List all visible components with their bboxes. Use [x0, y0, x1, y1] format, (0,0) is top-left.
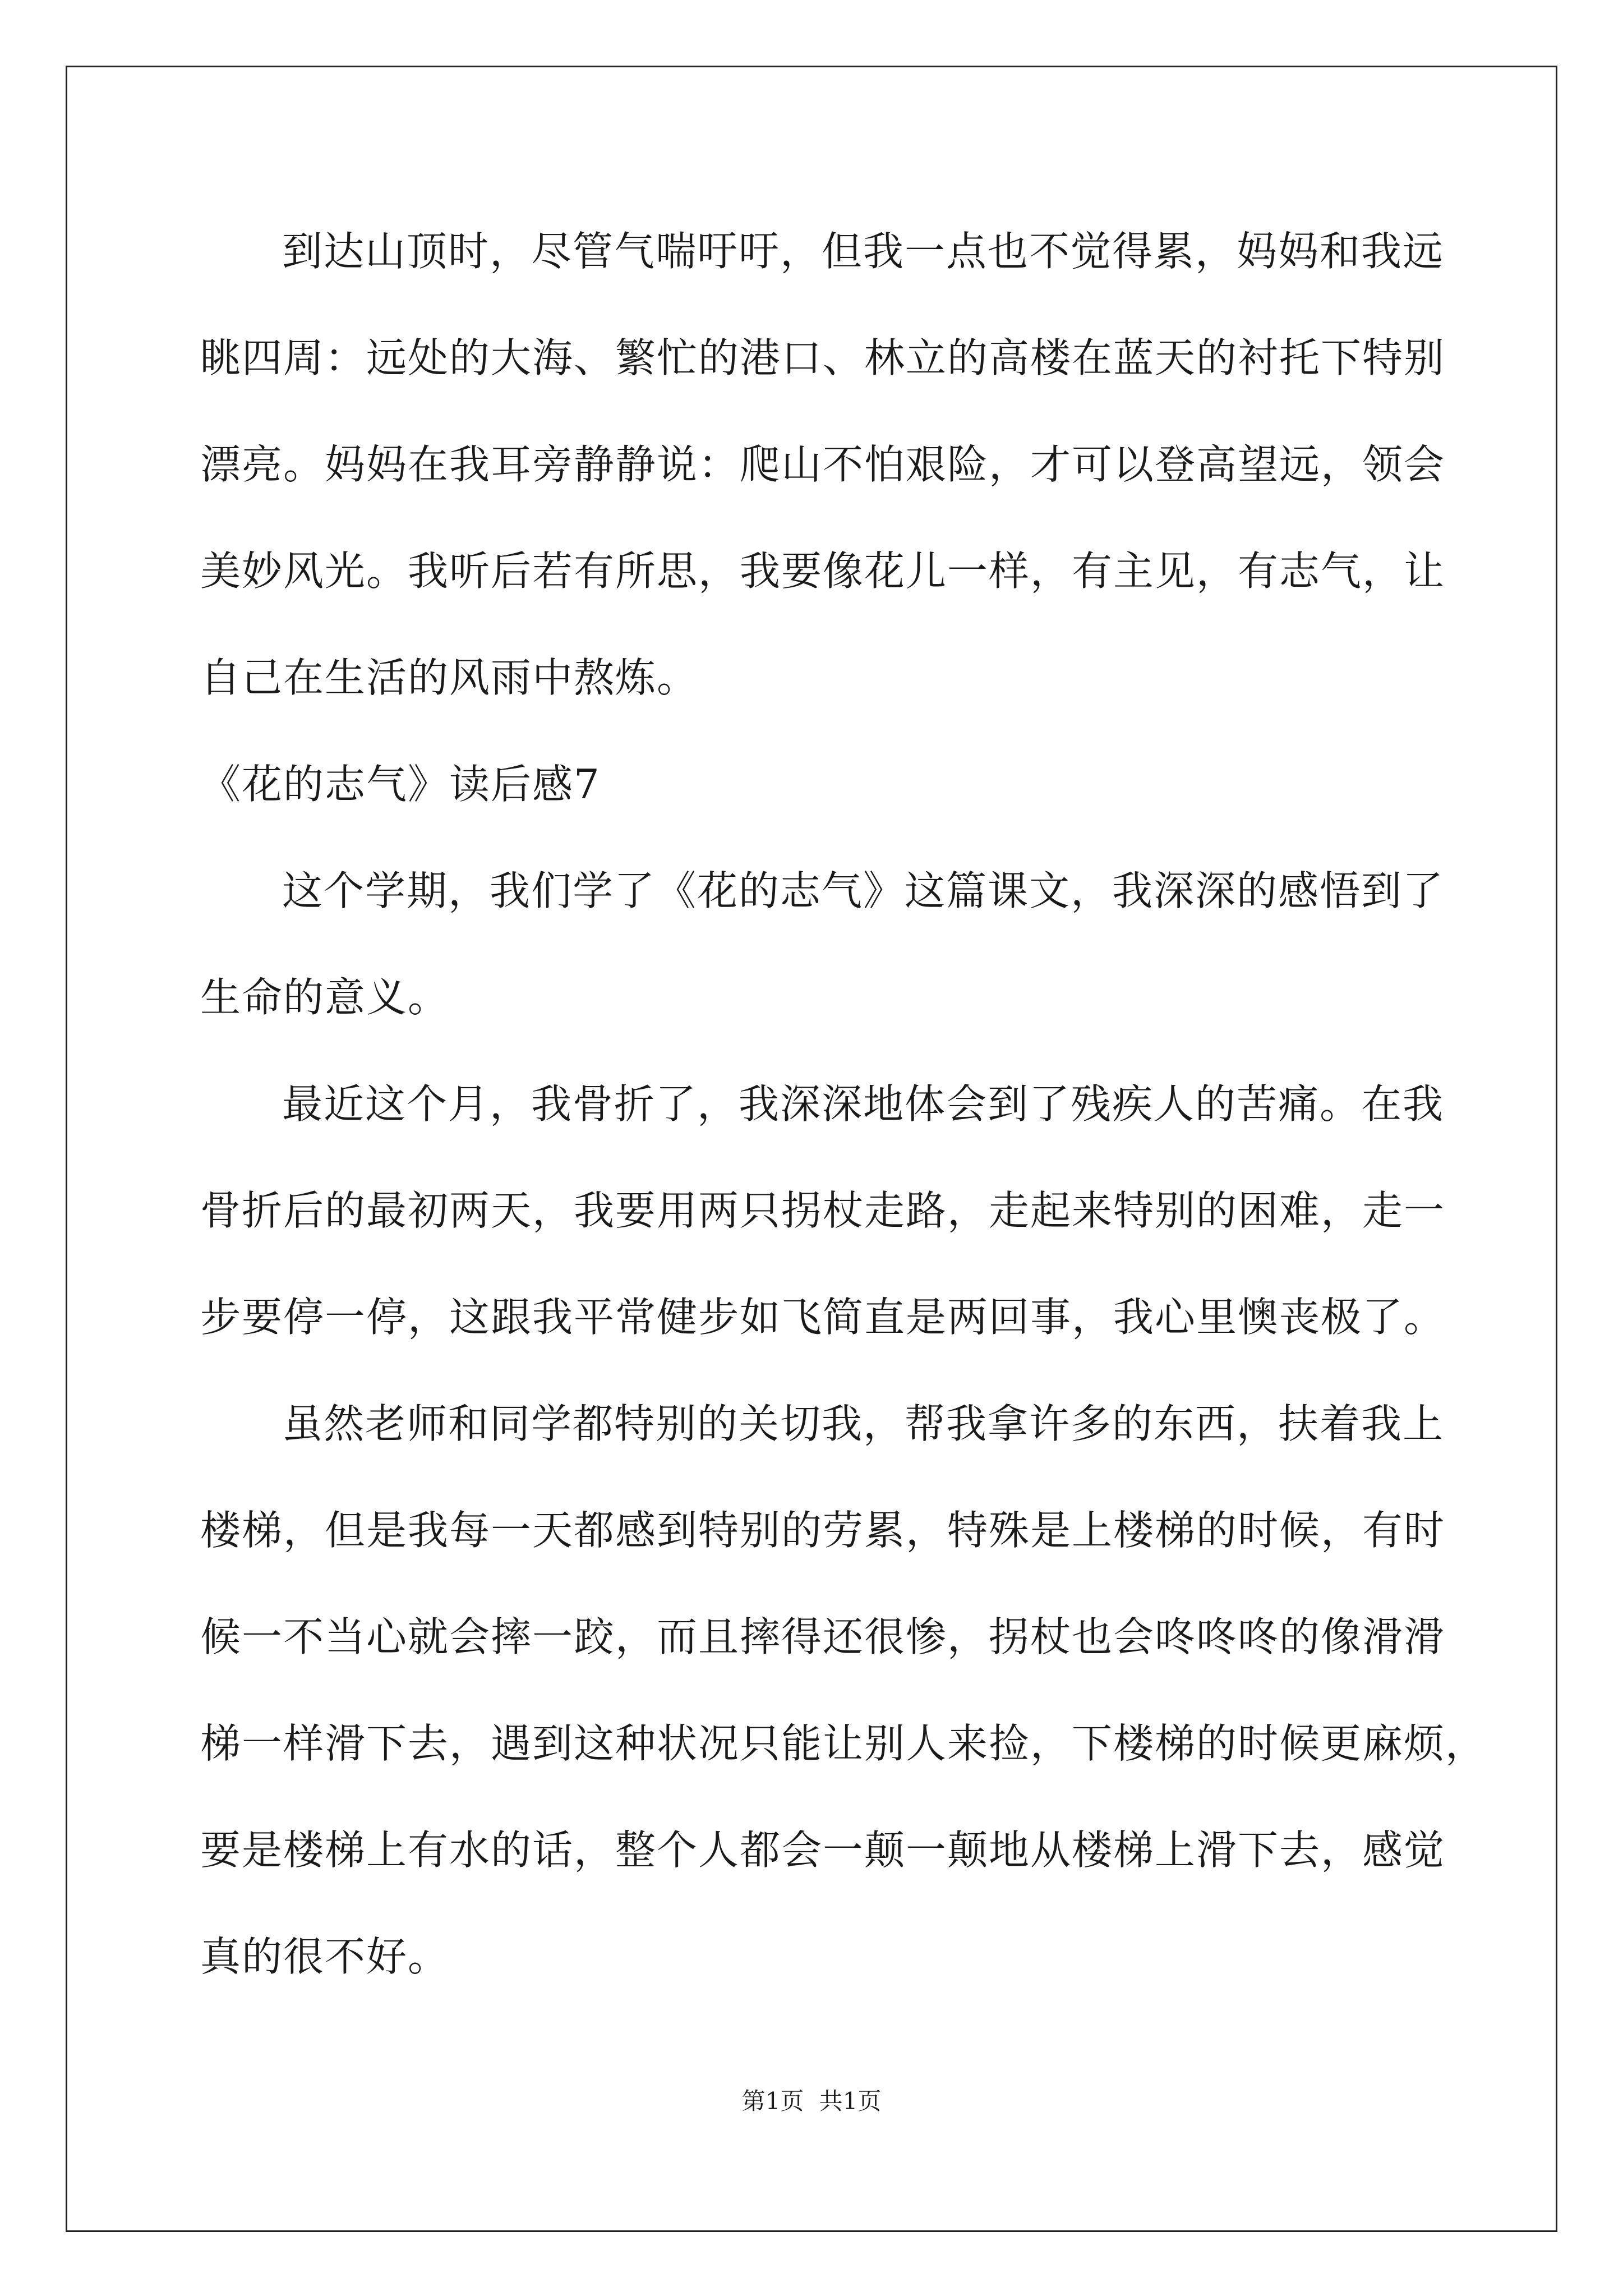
text-line: 漂亮。妈妈在我耳旁静静说：爬山不怕艰险，才可以登高望远，领会	[200, 441, 1446, 488]
text-line: 生命的意义。	[200, 974, 450, 1021]
text-line: 步要停一停，这跟我平常健步如飞简直是两回事，我心里懊丧极了。	[200, 1294, 1446, 1341]
page-border	[66, 66, 1557, 2232]
section-heading: 《花的志气》读后感7	[200, 761, 601, 808]
text-line: 楼梯，但是我每一天都感到特别的劳累，特殊是上楼梯的时候，有时	[200, 1507, 1446, 1554]
text-line: 骨折后的最初两天，我要用两只拐杖走路，走起来特别的困难，走一	[200, 1187, 1446, 1234]
text-line: 虽然老师和同学都特别的关切我，帮我拿许多的东西，扶着我上	[282, 1400, 1445, 1447]
page-number-footer: 第1页 共1页	[741, 2087, 882, 2115]
text-line: 梯一样滑下去，遇到这种状况只能让别人来捡，下楼梯的时候更麻烦，	[200, 1720, 1487, 1767]
text-line: 要是楼梯上有水的话，整个人都会一颠一颠地从楼梯上滑下去，感觉	[200, 1826, 1446, 1874]
text-line: 候一不当心就会摔一跤，而且摔得还很惨，拐杖也会咚咚咚的像滑滑	[200, 1613, 1446, 1660]
text-line: 这个学期，我们学了《花的志气》这篇课文，我深深的感悟到了	[282, 867, 1445, 914]
text-line: 自己在生活的风雨中熬炼。	[200, 654, 699, 701]
text-line: 最近这个月，我骨折了，我深深地体会到了残疾人的苦痛。在我	[282, 1080, 1445, 1128]
text-line: 美妙风光。我听后若有所思，我要像花儿一样，有主见，有志气，让	[200, 547, 1446, 595]
text-line: 真的很不好。	[200, 1933, 450, 1980]
text-line: 眺四周：远处的大海、繁忙的港口、林立的高楼在蓝天的衬托下特别	[200, 334, 1446, 381]
text-line: 到达山顶时，尽管气喘吁吁，但我一点也不觉得累，妈妈和我远	[282, 228, 1445, 275]
